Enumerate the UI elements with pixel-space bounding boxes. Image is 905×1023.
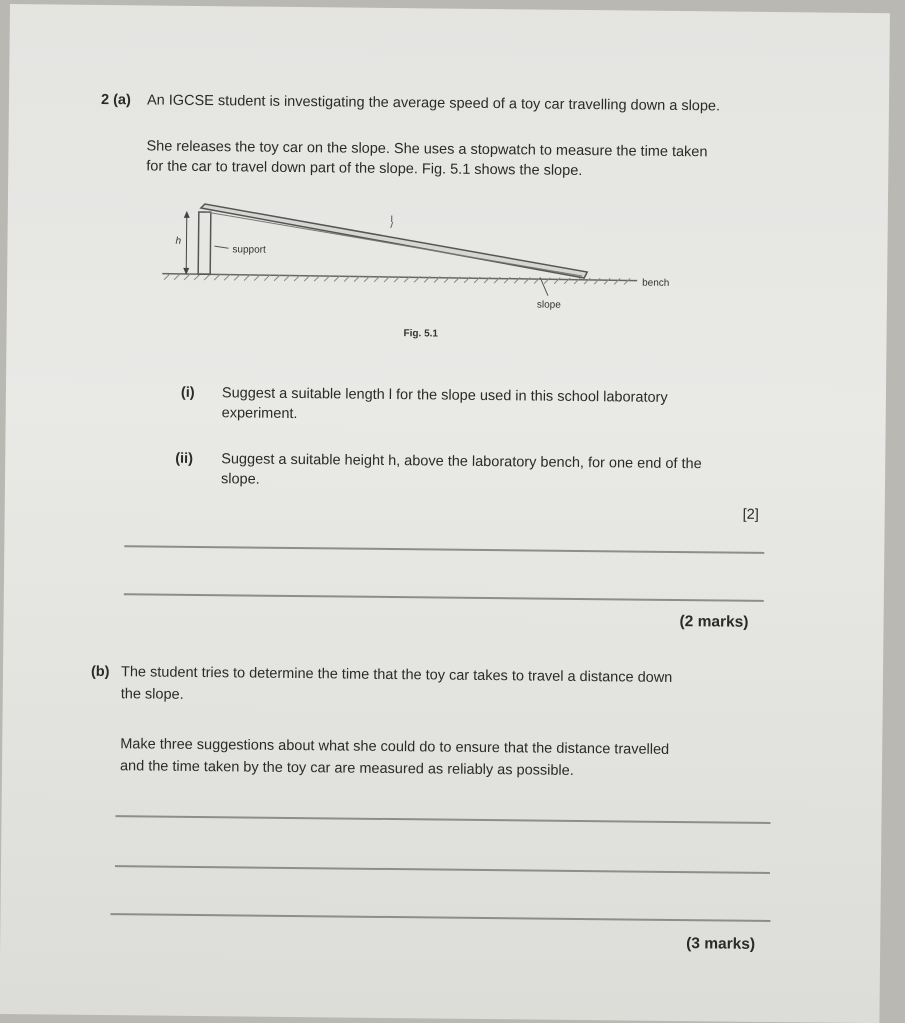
label-h: h: [175, 235, 182, 247]
part-b-text-2: the slope.: [120, 686, 184, 703]
sub-ii-label: (ii): [175, 450, 194, 467]
marks-a: (2 marks): [679, 613, 749, 631]
marks-b: (3 marks): [686, 935, 756, 953]
answer-line-b3[interactable]: [110, 913, 770, 921]
answer-line-b1[interactable]: [115, 815, 770, 823]
support-block: [198, 212, 211, 274]
sub-i-text-2: experiment.: [221, 405, 298, 423]
figure-caption: Fig. 5.1: [403, 328, 439, 340]
intro-text-2b: for the car to travel down part of the slope. Fig. 5.1 shows the slope.: [146, 158, 583, 180]
label-l: l: [390, 213, 393, 225]
intro-text-2a: She releases the toy car on the slope. She uses a stopwatch to measure the time taken: [146, 138, 708, 161]
answer-line-b2[interactable]: [115, 865, 770, 873]
exam-paper: [0, 4, 890, 1023]
answer-line-a1[interactable]: [124, 545, 764, 553]
marks-bracket: [2]: [742, 506, 759, 523]
intro-text-1: An IGCSE student is investigating the average speed of a toy car travelling down a slope.: [146, 92, 721, 115]
label-support: support: [232, 244, 266, 256]
part-b-text-3: Make three suggestions about what she could do to ensure that the distance travelled: [120, 736, 670, 758]
part-b-label: (b): [90, 663, 110, 681]
sub-i-text-1: Suggest a suitable length l for the slope used in this school laboratory: [221, 385, 668, 406]
label-slope: slope: [536, 299, 561, 311]
slope-diagram: [161, 198, 683, 353]
h-arrow: [186, 214, 187, 272]
part-b-text-4: and the time taken by the toy car are measured as reliably as possible.: [119, 758, 574, 779]
answer-line-a2[interactable]: [124, 593, 764, 601]
sub-i-label: (i): [180, 384, 195, 401]
sub-ii-text-1: Suggest a suitable height h, above the laboratory bench, for one end of the: [221, 451, 702, 473]
part-b-text-1: The student tries to determine the time that the toy car takes to travel a distance down: [120, 664, 673, 686]
label-bench: bench: [642, 277, 670, 289]
question-number: 2 (a): [100, 91, 131, 109]
sub-ii-text-2: slope.: [220, 471, 260, 488]
